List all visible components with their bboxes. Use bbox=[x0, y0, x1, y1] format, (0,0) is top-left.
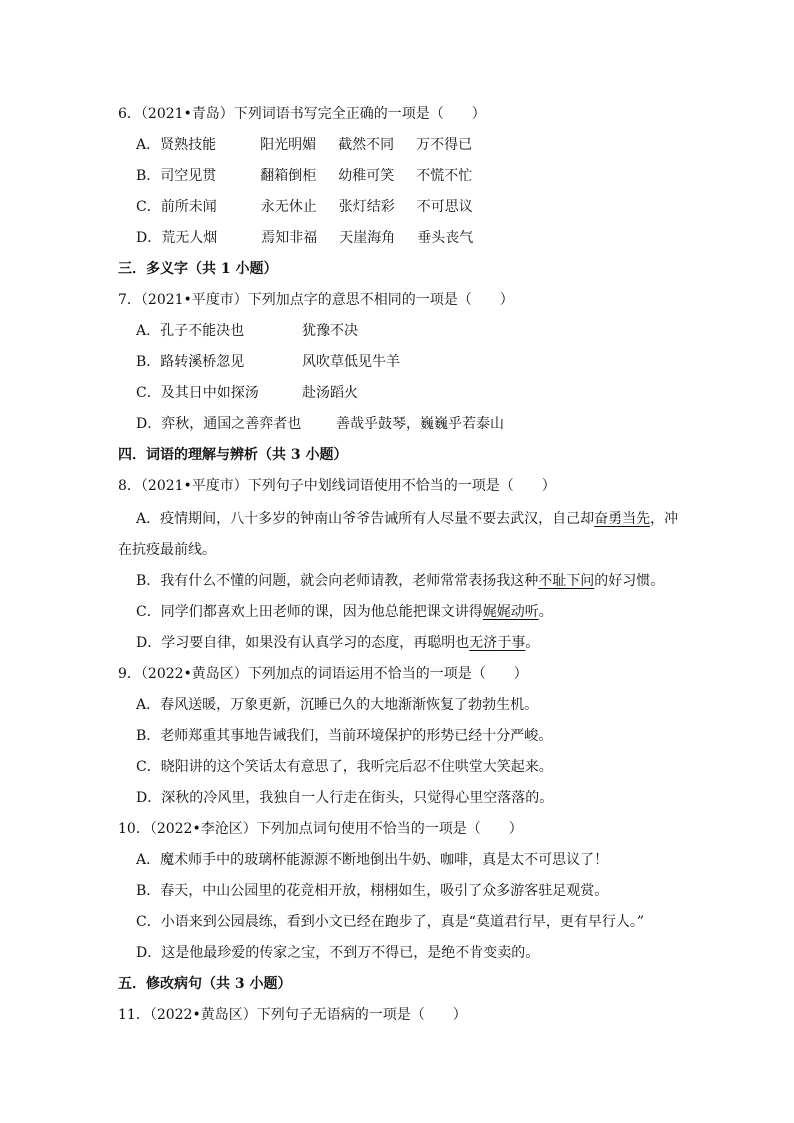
q7-option-c bbox=[136, 383, 358, 403]
q10-stem: 10．（2022•李沧区）下列加点词句使用不恰当的一项是（ ） bbox=[118, 821, 523, 837]
option-text: 善哉乎鼓琴，巍巍乎若泰山 bbox=[336, 416, 504, 432]
q10-option-d: D．这是他最珍爱的传家之宝，不到万不得已，是绝不肯变卖的。 bbox=[136, 945, 540, 961]
q9-option-d: D．深秋的冷风里，我独自一人行走在街头，只觉得心里空落落的。 bbox=[136, 790, 554, 806]
option-text: D．弈秋，通国之善弈者也 bbox=[136, 416, 302, 432]
word: 万不得已 bbox=[416, 137, 473, 153]
q7-stem: 7．（2021•平度市）下列加点字的意思不相同的一项是（ ） bbox=[118, 292, 514, 308]
q7-option-d bbox=[136, 414, 504, 434]
word: 截然不同 bbox=[338, 137, 395, 153]
option-text: A．孔子不能决也 bbox=[136, 323, 245, 339]
option-label: A． bbox=[136, 137, 161, 153]
option-label: B． bbox=[136, 168, 161, 184]
word: 幼稚可笑 bbox=[338, 168, 395, 184]
q9-stem: 9．（2022•黄岛区）下列加点的词语运用不恰当的一项是（ ） bbox=[118, 666, 528, 682]
word: 阳光明媚 bbox=[260, 137, 317, 153]
option-text: 。 bbox=[538, 604, 553, 620]
option-text: C．同学们都喜欢上田老师的课，因为他总能把课文讲得 bbox=[136, 604, 483, 620]
q9-option-b: B．老师郑重其事地告诫我们，当前环境保护的形势已经十分严峻。 bbox=[136, 728, 553, 744]
q8-option-a bbox=[136, 509, 678, 529]
word: 贤熟技能 bbox=[160, 137, 217, 153]
section-heading-3: 三．多义字（共 1 小题） bbox=[118, 261, 278, 277]
option-text: 赴汤蹈火 bbox=[302, 385, 358, 401]
q6-option-a bbox=[136, 135, 472, 155]
word: 天崖海角 bbox=[339, 230, 396, 246]
option-label: C． bbox=[136, 199, 161, 215]
q7-option-a bbox=[136, 321, 358, 341]
option-text: C．及其日中如探汤 bbox=[136, 385, 259, 401]
q6-stem: 6．（2021•青岛）下列词语书写完全正确的一项是（ ） bbox=[118, 106, 486, 122]
underlined-term: 娓娓动听 bbox=[482, 604, 539, 620]
q8-stem: 8．（2021•平度市）下列句子中划线词语使用不恰当的一项是（ ） bbox=[118, 478, 556, 494]
word: 翻箱倒柜 bbox=[260, 168, 317, 184]
q9-option-a: A．春风送暖，万象更新，沉睡已久的大地渐渐恢复了勃勃生机。 bbox=[136, 697, 539, 713]
word: 焉知非福 bbox=[261, 230, 318, 246]
word: 不可思议 bbox=[416, 199, 473, 215]
option-label: D． bbox=[136, 230, 162, 246]
option-text: D．学习要自律，如果没有认真学习的态度，再聪明也 bbox=[136, 635, 470, 651]
option-text: 。 bbox=[525, 635, 540, 651]
word: 永无休止 bbox=[260, 199, 317, 215]
q6-option-c bbox=[136, 197, 473, 217]
word: 垂头丧气 bbox=[417, 230, 474, 246]
q8-option-b bbox=[136, 571, 664, 591]
underlined-term: 无济于事 bbox=[469, 635, 526, 651]
word: 不慌不忙 bbox=[416, 168, 473, 184]
option-text: ，冲 bbox=[650, 511, 679, 527]
option-text: 的好习惯。 bbox=[594, 573, 665, 589]
q6-option-b bbox=[136, 166, 472, 186]
q6-option-d bbox=[136, 228, 473, 248]
q7-option-b bbox=[136, 352, 400, 372]
q9-option-c: C．晓阳讲的这个笑话太有意思了，我听完后忍不住哄堂大笑起来。 bbox=[136, 759, 553, 775]
option-text: B．路转溪桥忽见 bbox=[136, 354, 245, 370]
q10-option-c: C．小语来到公园晨练，看到小文已经在跑步了，真是“莫道君行早，更有早行人。” bbox=[136, 914, 645, 930]
option-text: 犹豫不决 bbox=[302, 323, 358, 339]
option-text: 风吹草低见牛羊 bbox=[302, 354, 400, 370]
q8-option-c bbox=[136, 602, 553, 622]
q10-option-a: A．魔术师手中的玻璃杯能源源不断地倒出牛奶、咖啡，真是太不可思议了！ bbox=[136, 852, 609, 868]
word: 司空见贯 bbox=[160, 168, 217, 184]
underlined-term: 奋勇当先 bbox=[594, 511, 651, 527]
word: 张灯结彩 bbox=[338, 199, 395, 215]
q10-option-b: B．春天，中山公园里的花竞相开放，栩栩如生，吸引了众多游客驻足观赏。 bbox=[136, 883, 609, 899]
underlined-term: 不耻下问 bbox=[538, 573, 595, 589]
q11-stem: 11．（2022•黄岛区）下列句子无语病的一项是（ ） bbox=[118, 1007, 467, 1023]
section-heading-4: 四．词语的理解与辨析（共 3 小题） bbox=[118, 447, 348, 463]
q8-option-a-continued: 在抗疫最前线。 bbox=[118, 542, 216, 558]
section-heading-5: 五．修改病句（共 3 小题） bbox=[118, 976, 292, 992]
word: 前所未闻 bbox=[160, 199, 217, 215]
q8-option-d bbox=[136, 633, 539, 653]
option-text: A．疫情期间，八十多岁的钟南山爷爷告诫所有人尽量不要去武汉，自己却 bbox=[136, 511, 595, 527]
word: 荒无人烟 bbox=[161, 230, 218, 246]
option-text: B．我有什么不懂的问题，就会向老师请教，老师常常表扬我这种 bbox=[136, 573, 539, 589]
